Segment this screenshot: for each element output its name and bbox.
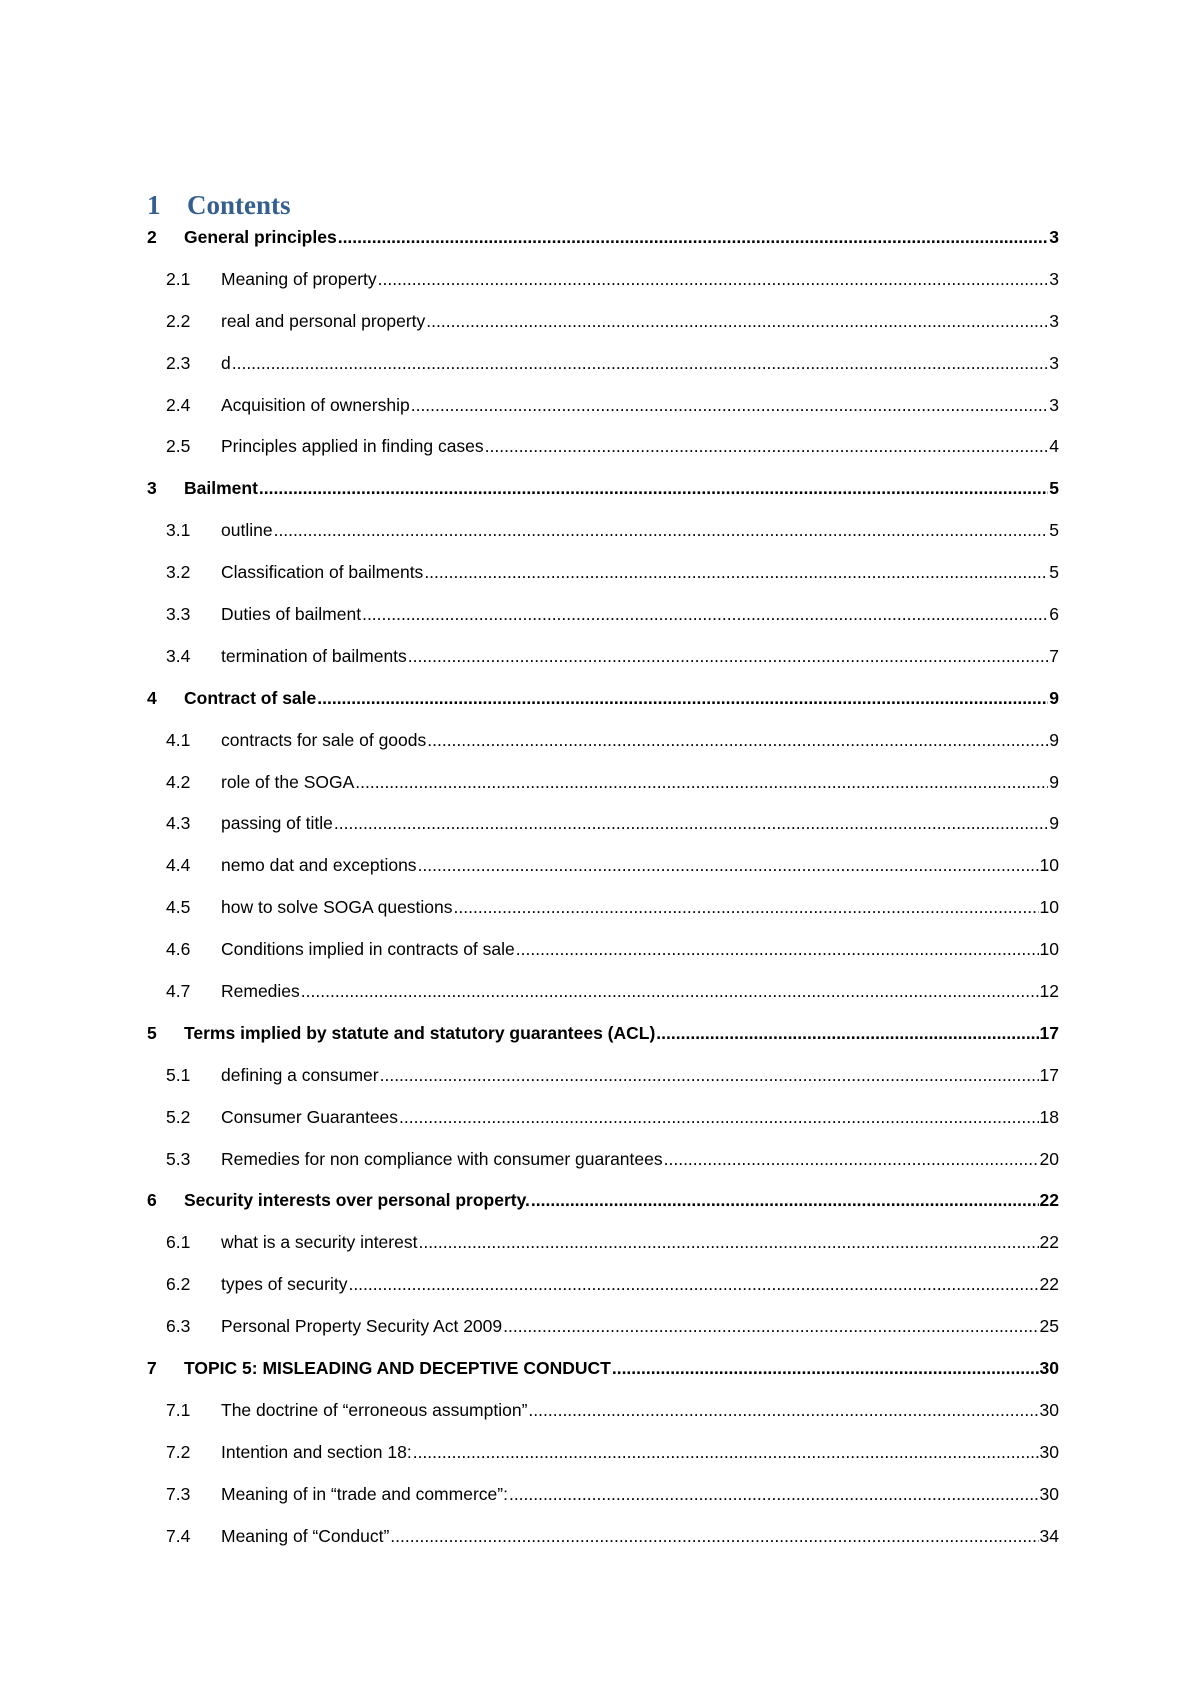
toc-entry-number: 2.3 [166,352,191,373]
toc-entry-page-number: 10 [1039,855,1059,876]
toc-entry-title: Meaning of “Conduct” [221,1525,390,1546]
toc-entry-subsection[interactable] [147,1148,1059,1190]
toc-entry-page-number: 30 [1039,1483,1059,1504]
toc-dot-leader [664,1148,1039,1170]
toc-entry-subsection[interactable] [147,812,1059,854]
toc-entry-number: 4.3 [166,813,191,834]
toc-dot-leader [380,1064,1039,1086]
toc-entry-title: role of the SOGA [221,771,355,792]
toc-entry-title: Principles applied in finding cases [221,436,484,457]
toc-entry-title: Remedies [221,981,300,1002]
toc-entry-page-number: 9 [1049,729,1059,750]
toc-entry-page-number: 5 [1049,562,1059,583]
toc-entry-title: what is a security interest [221,1232,418,1253]
toc-entry-page-number: 22 [1039,1190,1059,1211]
toc-entry-number: 3.2 [166,562,191,583]
toc-dot-leader [301,980,1039,1002]
toc-entry-subsection[interactable] [147,519,1059,561]
toc-dot-leader [413,1441,1039,1463]
toc-dot-leader [531,1189,1039,1211]
toc-entry-number: 6.1 [166,1232,191,1253]
toc-dot-leader [485,435,1049,457]
toc-entry-number: 4.1 [166,729,191,750]
toc-entry-number: 7.4 [166,1525,191,1546]
toc-entry-page-number: 20 [1039,1148,1059,1169]
toc-entry-page-number: 6 [1049,604,1059,625]
toc-entry-subsection[interactable] [147,1525,1059,1567]
toc-entry-subsection[interactable] [147,394,1059,436]
toc-dot-leader [390,1525,1038,1547]
toc-entry-page-number: 22 [1039,1274,1059,1295]
toc-dot-leader [334,812,1048,834]
heading-title: Contents [187,190,291,220]
heading-number: 1 [147,190,161,220]
toc-entry-title: contracts for sale of goods [221,729,427,750]
toc-entry-page-number: 7 [1049,645,1059,666]
toc-entry-number: 7.3 [166,1483,191,1504]
toc-entry-subsection[interactable] [147,435,1059,477]
toc-dot-leader [426,310,1048,332]
toc-entry-page-number: 3 [1049,227,1059,247]
toc-dot-leader [509,1483,1039,1505]
toc-entry-subsection[interactable] [147,729,1059,771]
toc-dot-leader [424,561,1048,583]
toc-entry-subsection[interactable] [147,603,1059,645]
toc-entry-subsection[interactable] [147,1399,1059,1441]
toc-entry-title: General principles [184,227,337,247]
toc-entry-number: 6.3 [166,1316,191,1337]
toc-entry-section[interactable] [147,226,1059,268]
toc-entry-number: 4.4 [166,855,191,876]
toc-entry-subsection[interactable] [147,1315,1059,1357]
toc-entry-number: 4.6 [166,939,191,960]
toc-entry-subsection[interactable] [147,854,1059,896]
toc-entry-number: 6.2 [166,1274,191,1295]
toc-dot-leader [411,394,1049,416]
toc-entry-title: Remedies for non compliance with consumer guarantees [221,1148,663,1169]
toc-entry-title: Acquisition of ownership [221,394,410,415]
toc-entry-number: 2.1 [166,268,191,289]
toc-entry-number: 4 [147,687,157,708]
toc-entry-section[interactable] [147,687,1059,729]
toc-entry-subsection[interactable] [147,896,1059,938]
toc-entry-page-number: 9 [1049,771,1059,792]
toc-entry-subsection[interactable] [147,561,1059,603]
toc-dot-leader [362,603,1048,625]
toc-entry-title: Conditions implied in contracts of sale [221,939,515,960]
toc-entry-page-number: 3 [1049,310,1059,331]
toc-entry-page-number: 22 [1039,1232,1059,1253]
toc-entry-title: how to solve SOGA questions [221,897,453,918]
toc-entry-page-number: 30 [1039,1358,1059,1379]
toc-entry-page-number: 5 [1049,520,1059,541]
toc-entry-page-number: 3 [1049,394,1059,415]
toc-entry-page-number: 17 [1039,1022,1059,1043]
toc-entry-title: defining a consumer [221,1064,379,1085]
toc-entry-subsection[interactable] [147,352,1059,394]
toc-entry-section[interactable] [147,477,1059,519]
toc-entry-number: 4.2 [166,771,191,792]
toc-entry-title: Intention and section 18: [221,1441,412,1462]
toc-entry-subsection[interactable] [147,1273,1059,1315]
toc-entry-number: 4.5 [166,897,191,918]
toc-entry-page-number: 3 [1049,268,1059,289]
toc-entry-title: Personal Property Security Act 2009 [221,1316,503,1337]
toc-entry-title: nemo dat and exceptions [221,855,417,876]
toc-entry-title: Classification of bailments [221,562,424,583]
toc-entry-title: Meaning of in “trade and commerce”: [221,1483,508,1504]
toc-entry-page-number: 30 [1039,1441,1059,1462]
toc-entry-title: d [221,352,231,373]
toc-entry-subsection[interactable] [147,310,1059,352]
toc-dot-leader [528,1399,1038,1421]
toc-entry-number: 6 [147,1190,157,1211]
toc-dot-leader [317,687,1048,709]
toc-entry-page-number: 25 [1039,1316,1059,1337]
toc-entry-page-number: 18 [1039,1106,1059,1127]
toc-dot-leader [503,1315,1038,1337]
toc-entry-page-number: 17 [1039,1064,1059,1085]
toc-dot-leader [408,645,1048,667]
toc-entry-number: 5.1 [166,1064,191,1085]
toc-entry-number: 2.2 [166,310,191,331]
toc-dot-leader [232,352,1049,374]
toc-entry-page-number: 3 [1049,352,1059,373]
toc-entry-number: 5 [147,1022,157,1043]
toc-entry-number: 5.2 [166,1106,191,1127]
toc-entry-title: Security interests over personal property. [184,1190,530,1211]
toc-dot-leader [338,226,1049,248]
toc-dot-leader [348,1273,1038,1295]
toc-entry-subsection[interactable] [147,771,1059,813]
toc-entry-title: outline [221,520,273,541]
toc-entry-title: real and personal property [221,310,426,331]
toc-entry-page-number: 4 [1049,436,1059,457]
toc-dot-leader [656,1022,1038,1044]
toc-entry-page-number: 30 [1039,1399,1059,1420]
toc-entry-number: 7 [147,1358,157,1379]
toc-dot-leader [378,268,1049,290]
toc-entry-number: 2 [147,227,157,247]
toc-entry-page-number: 10 [1039,939,1059,960]
toc-entry-title: Terms implied by statute and statutory guarantees (ACL) [184,1022,656,1043]
toc-entry-title: types of security [221,1274,348,1295]
toc-entry-subsection[interactable] [147,268,1059,310]
toc-entry-page-number: 9 [1049,687,1059,708]
toc-dot-leader [274,519,1049,541]
toc-entry-subsection[interactable] [147,1441,1059,1483]
toc-entry-subsection[interactable] [147,1064,1059,1106]
toc-entry-title: passing of title [221,813,333,834]
toc-dot-leader [427,729,1048,751]
toc-entry-number: 2.4 [166,394,191,415]
toc-entry-number: 3.4 [166,645,191,666]
toc-entry-title: Contract of sale [184,687,317,708]
toc-dot-leader [418,854,1039,876]
toc-dot-leader [399,1106,1038,1128]
toc-entry-page-number: 12 [1039,981,1059,1002]
contents-heading [147,190,291,221]
toc-entry-number: 3 [147,478,157,499]
toc-entry-number: 7.2 [166,1441,191,1462]
toc-entry-title: termination of bailments [221,645,407,666]
toc-entry-number: 3.3 [166,604,191,625]
toc-entry-title: Consumer Guarantees [221,1106,399,1127]
toc-entry-title: Duties of bailment [221,604,362,625]
toc-entry-title: Meaning of property [221,268,377,289]
toc-dot-leader [516,938,1039,960]
toc-dot-leader [355,771,1048,793]
toc-entry-page-number: 34 [1039,1525,1059,1546]
toc-entry-subsection[interactable] [147,1106,1059,1148]
toc-entry-subsection[interactable] [147,645,1059,687]
toc-dot-leader [418,1231,1038,1253]
toc-entry-section[interactable] [147,1022,1059,1064]
toc-entry-title: The doctrine of “erroneous assumption” [221,1399,528,1420]
toc-entry-section[interactable] [147,1189,1059,1231]
toc-entry-number: 3.1 [166,520,191,541]
toc-entry-title: Bailment [184,478,258,499]
toc-dot-leader [259,477,1048,499]
toc-entry-subsection[interactable] [147,980,1059,1022]
toc-entry-section[interactable] [147,1357,1059,1399]
toc-entry-number: 4.7 [166,981,191,1002]
toc-entry-page-number: 9 [1049,813,1059,834]
toc-dot-leader [454,896,1039,918]
toc-entry-subsection[interactable] [147,1231,1059,1273]
toc-entry-page-number: 5 [1049,478,1059,499]
toc-entry-title: TOPIC 5: MISLEADING AND DECEPTIVE CONDUCT [184,1358,611,1379]
toc-entry-page-number: 10 [1039,897,1059,918]
toc-dot-leader [612,1357,1039,1379]
toc-entry-subsection[interactable] [147,1483,1059,1525]
toc-entry-number: 2.5 [166,436,191,457]
toc-entry-number: 7.1 [166,1399,191,1420]
table-of-contents [147,226,1059,1567]
toc-entry-subsection[interactable] [147,938,1059,980]
toc-entry-number: 5.3 [166,1148,191,1169]
